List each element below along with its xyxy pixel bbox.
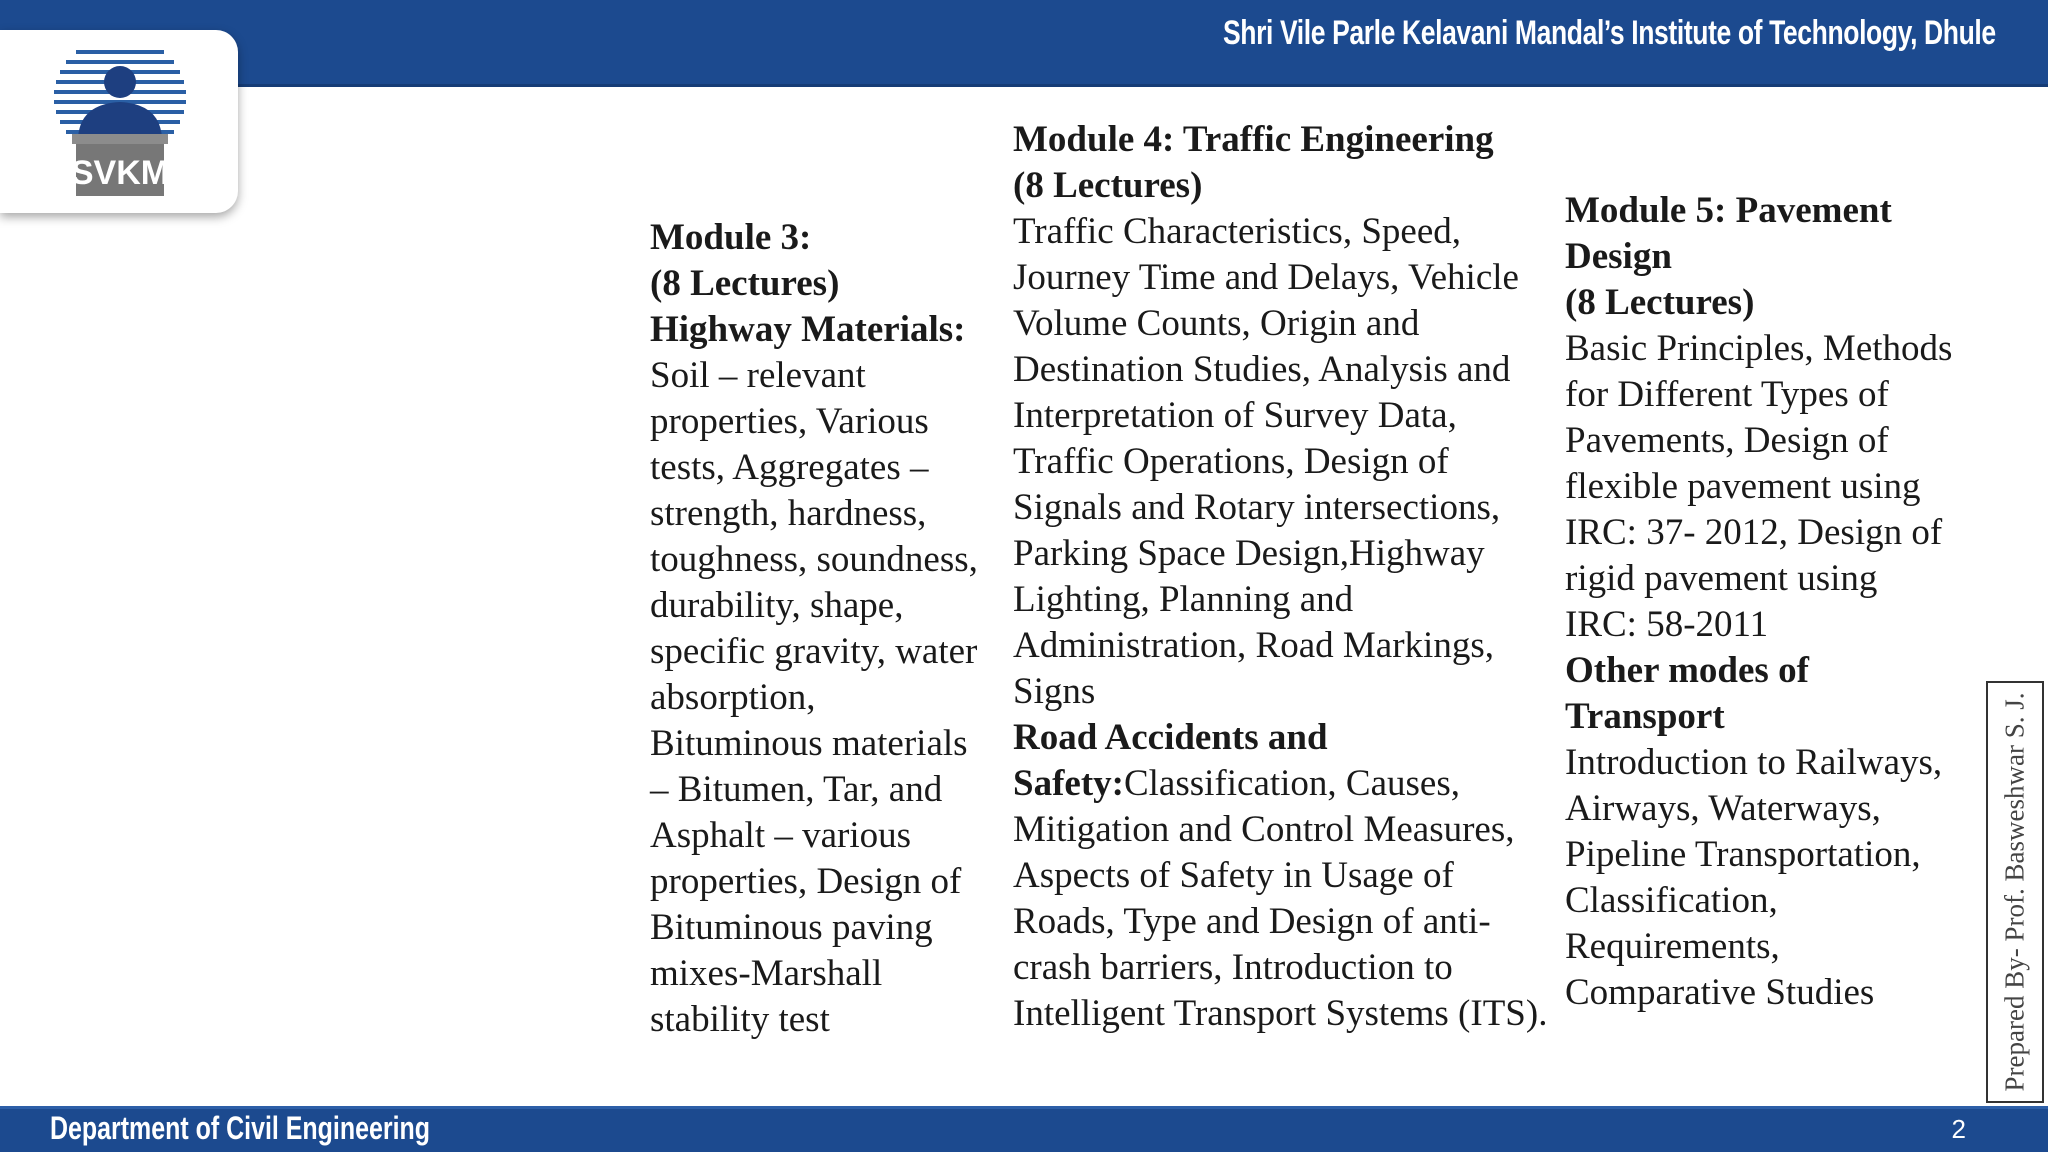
- module5-line: Classification,: [1565, 880, 1778, 921]
- module3-line: Bituminous materials: [650, 723, 968, 764]
- prepared-by-box: [1986, 681, 2044, 1103]
- module3-line: mixes-Marshall: [650, 953, 883, 994]
- module3-line: strength, hardness,: [650, 493, 927, 534]
- module3-line: toughness, soundness,: [650, 539, 978, 580]
- module4-line-rest: Classification, Causes,: [1123, 763, 1461, 804]
- svkm-logo-icon: [50, 38, 190, 208]
- module3-line: absorption,: [650, 677, 816, 718]
- module5-line: Other modes of: [1565, 650, 1809, 691]
- module5-line: flexible pavement using: [1565, 466, 1921, 507]
- module5-line: IRC: 37- 2012, Design of: [1565, 512, 1943, 553]
- module5-line: Introduction to Railways,: [1565, 742, 1943, 783]
- module4-line: Mitigation and Control Measures,: [1013, 809, 1515, 850]
- module4-line: crash barriers, Introduction to: [1013, 947, 1453, 988]
- module4-line: Aspects of Safety in Usage of: [1013, 855, 1454, 896]
- module3-line: tests, Aggregates –: [650, 447, 929, 488]
- module5-line: Pipeline Transportation,: [1565, 834, 1921, 875]
- module4-line: (8 Lectures): [1013, 165, 1203, 206]
- module3-line: properties, Design of: [650, 861, 962, 902]
- module3-line: specific gravity, water: [650, 631, 978, 672]
- module5-line: Module 5: Pavement: [1565, 190, 1892, 231]
- module-5-text: [1565, 188, 1985, 1016]
- module5-line: rigid pavement using: [1565, 558, 1878, 599]
- module4-line: Administration, Road Markings,: [1013, 625, 1494, 666]
- module3-line: Soil – relevant: [650, 355, 866, 396]
- module3-line: durability, shape,: [650, 585, 904, 626]
- module4-line: Journey Time and Delays, Vehicle: [1013, 257, 1519, 298]
- module5-line: (8 Lectures): [1565, 282, 1755, 323]
- module3-line: Asphalt – various: [650, 815, 912, 856]
- module3-line: stability test: [650, 999, 830, 1040]
- module3-line: (8 Lectures): [650, 263, 840, 304]
- module3-line: Module 3:: [650, 217, 812, 258]
- module4-line: Volume Counts, Origin and: [1013, 303, 1420, 344]
- module4-line: Lighting, Planning and: [1013, 579, 1354, 620]
- module4-line: Parking Space Design,Highway: [1013, 533, 1485, 574]
- module4-line: Signals and Rotary intersections,: [1013, 487, 1501, 528]
- svg-text:SVKM: SVKM: [70, 154, 170, 192]
- module5-line: Design: [1565, 236, 1672, 277]
- module4-line: Roads, Type and Design of anti-: [1013, 901, 1491, 942]
- module3-line: – Bitumen, Tar, and: [650, 769, 943, 810]
- module4-line: Intelligent Transport Systems (ITS).: [1013, 993, 1548, 1034]
- module5-line: Requirements,: [1565, 926, 1780, 967]
- module3-line: Highway Materials:: [650, 309, 966, 350]
- footer-divider: [0, 1106, 2048, 1109]
- module3-line: Bituminous paving: [650, 907, 933, 948]
- module5-line: Pavements, Design of: [1565, 420, 1889, 461]
- svkm-logo: [0, 30, 238, 213]
- module4-line: Interpretation of Survey Data,: [1013, 395, 1457, 436]
- module4-line: Traffic Operations, Design of: [1013, 441, 1449, 482]
- module3-line: properties, Various: [650, 401, 929, 442]
- module4-line: Module 4: Traffic Engineering: [1013, 119, 1494, 160]
- module5-line: Transport: [1565, 696, 1725, 737]
- module5-line: IRC: 58-2011: [1565, 604, 1769, 645]
- module4-line-bold: Safety:: [1013, 763, 1124, 804]
- module5-line: Comparative Studies: [1565, 972, 1875, 1013]
- module5-line: for Different Types of: [1565, 374, 1889, 415]
- module4-line: Traffic Characteristics, Speed,: [1013, 211, 1461, 252]
- module4-line: [1013, 761, 1573, 807]
- module-3-text: [650, 215, 1000, 1043]
- module4-line: Road Accidents and: [1013, 717, 1328, 758]
- module5-line: Airways, Waterways,: [1565, 788, 1881, 829]
- prepared-by-text: Prepared By- Prof. Basweshwar S. J.: [1999, 692, 2030, 1092]
- department-name: Department of Civil Engineering: [50, 1110, 430, 1146]
- page-number: 2: [1951, 1114, 1966, 1144]
- module5-line: Basic Principles, Methods: [1565, 328, 1953, 369]
- module4-line: Signs: [1013, 671, 1096, 712]
- module4-line: Destination Studies, Analysis and: [1013, 349, 1511, 390]
- module-4-text: [1013, 117, 1573, 1037]
- institute-title: Shri Vile Parle Kelavani Mandal’s Institute of Technology, Dhule: [1223, 14, 1996, 52]
- header-divider: [0, 84, 2048, 87]
